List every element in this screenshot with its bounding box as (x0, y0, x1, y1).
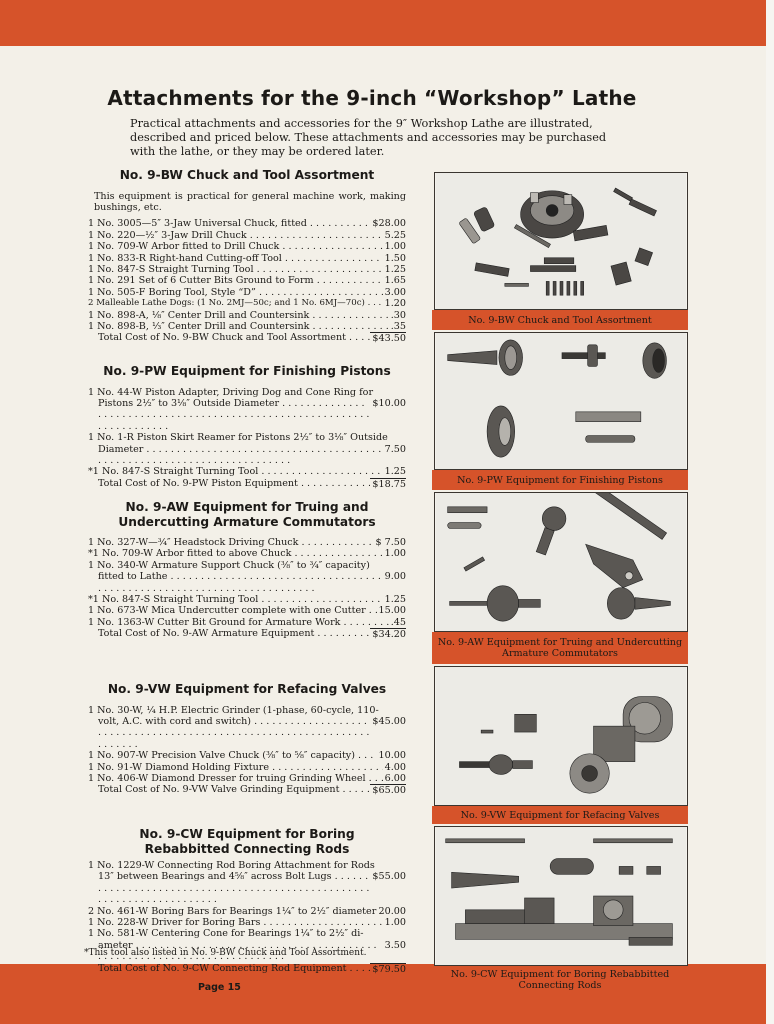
caption-9cw: No. 9-CW Equipment for Boring Rebabbitted Connecting Rods (450, 969, 670, 991)
page-number: Page 15 (198, 982, 241, 993)
price-line-head: 1 No. 1229-W Connecting Rod Boring Attachment for Rods (88, 860, 375, 871)
photo-9cw-connecting-rods (434, 826, 688, 966)
connecting-rod-equipment-illustration (435, 827, 687, 965)
price-line: 2 No. 461-W Boring Bars for Bearings 1¼″ to 2½″ diameter . . . 20.00 (88, 906, 406, 917)
caption-9pw: No. 9-PW Equipment for Finishing Pistons (432, 470, 688, 490)
price-line-head: 1 No. 30-W, ¼ H.P. Electric Grinder (1-phase, 60-cycle, 110- (88, 704, 379, 716)
price-line: Pistons 2½″ to 3⅛″ Outside Diameter . . . $10.00 (88, 398, 406, 432)
price-line: 1 No. 228-W Driver for Boring Bars . . . 1.00 (88, 917, 406, 928)
caption-9aw: No. 9-AW Equipment for Truing and Undercutting Armature Commutators (432, 632, 688, 664)
price-line-head: 1 No. 340-W Armature Support Chuck (⅜″ to ¾″ capacity) (88, 559, 370, 571)
total-line: Total Cost of No. 9-AW Armature Equipment . . . $34.20 (88, 628, 406, 640)
price-line: 1 No. 327-W—¾″ Headstock Driving Chuck . . . $ 7.50 (88, 537, 406, 548)
price-line-head: 1 No. 44-W Piston Adapter, Driving Dog and Cone Ring for (88, 386, 374, 398)
valve-equipment-illustration (435, 667, 687, 805)
chuck-and-tools-illustration (435, 173, 687, 309)
price-line: *1 No. 847-S Straight Turning Tool . . . 1.25 (88, 594, 406, 605)
section-9pw (88, 364, 406, 490)
price-line: 2 Malleable Lathe Dogs: (1 No. 2MJ—50c; and 1 No. 6MJ—70c) . . . 1.20 (88, 298, 406, 309)
top-color-band (0, 0, 774, 48)
price-line: 1 No. 847-S Straight Turning Tool . . . 1.25 (88, 264, 406, 275)
price-line: Diameter . . . 7.50 (88, 444, 406, 467)
section-description: This equipment is practical for general machine work, making bushings, etc. (94, 190, 406, 213)
total-line: Total Cost of No. 9-CW Connecting Rod Equipment . . . $79.50 (88, 963, 406, 975)
section-heading: No. 9-AW Equipment for Truing and Undercutting Armature Commutators (118, 500, 376, 529)
piston-equipment-illustration (435, 333, 687, 469)
price-line: 1 No. 406-W Diamond Dresser for truing Grinding Wheel . . . 6.00 (88, 773, 406, 784)
caption-9vw: No. 9-VW Equipment for Refacing Valves (432, 806, 688, 824)
photo-9bw-assortment (434, 172, 688, 310)
price-line: volt, A.C. with cord and switch) . . . $45.00 (88, 716, 406, 750)
price-line: 1 No. 505-F Boring Tool, Style “D” . . . 3.00 (88, 287, 406, 298)
price-line: 1 No. 709-W Arbor fitted to Drill Chuck . . . 1.00 (88, 241, 406, 252)
section-9vw (88, 682, 406, 797)
price-line-head: 1 No. 581-W Centering Cone for Bearings 1¼″ to 2½″ di- (88, 928, 364, 940)
total-line: Total Cost of No. 9-PW Piston Equipment . . . $18.75 (88, 478, 406, 490)
armature-equipment-illustration (435, 493, 687, 631)
photo-9aw-armature (434, 492, 688, 632)
price-line: 13″ between Bearings and 4⅝″ across Bolt Lugs . . . $55.00 (88, 871, 406, 905)
price-line: ameter . . . 3.50 (88, 940, 406, 963)
price-line: 1 No. 833-R Right-hand Cutting-off Tool . . . 1.50 (88, 253, 406, 264)
section-heading: No. 9-VW Equipment for Refacing Valves (107, 682, 387, 696)
caption-9bw: No. 9-BW Chuck and Tool Assortment (432, 310, 688, 330)
price-line: 1 No. 291 Set of 6 Cutter Bits Ground to Form . . . 1.65 (88, 275, 406, 286)
photo-9pw-pistons (434, 332, 688, 470)
photo-9vw-valves (434, 666, 688, 806)
footnote: *This tool also listed in No. 9-BW Chuck and Tool Assortment. (84, 948, 367, 958)
price-line: 1 No. 898-A, ⅛″ Center Drill and Countersink . . . .30 (88, 310, 406, 321)
price-line: 1 No. 91-W Diamond Holding Fixture . . . 4.00 (88, 762, 406, 773)
section-heading: No. 9-PW Equipment for Finishing Pistons (103, 364, 391, 378)
section-heading: No. 9-BW Chuck and Tool Assortment (119, 168, 375, 182)
intro-paragraph: Practical attachments and accessories for the 9″ Workshop Lathe are illustrated, described and priced below. These attachments and accessories may be purchased with the lathe, or they may be ordered later. (130, 117, 607, 158)
price-line: fitted to Lathe . . . 9.00 (88, 571, 406, 594)
total-line: Total Cost of No. 9-BW Chuck and Tool Assortment . . . $43.50 (88, 332, 406, 344)
price-line: 1 No. 1363-W Cutter Bit Ground for Armature Work . . . .45 (88, 617, 406, 628)
price-line: 1 No. 907-W Precision Valve Chuck (⅜″ to ⅝″ capacity) . . . 10.00 (88, 750, 406, 761)
price-line: 1 No. 898-B, ⅓″ Center Drill and Countersink . . . .35 (88, 321, 406, 332)
price-line: *1 No. 847-S Straight Turning Tool . . . 1.25 (88, 466, 406, 477)
price-line-head: 1 No. 1-R Piston Skirt Reamer for Pistons 2½″ to 3⅛″ Outside (88, 432, 388, 444)
page-title: Attachments for the 9-inch “Workshop” Lathe (107, 86, 637, 110)
section-heading: No. 9-CW Equipment for Boring Rebabbitted Connecting Rods (139, 827, 355, 856)
section-9aw (88, 500, 406, 641)
section-9bw (88, 168, 406, 345)
price-line: 1 No. 220—½″ 3-Jaw Drill Chuck . . . 5.25 (88, 230, 406, 241)
page-edge (766, 0, 774, 1024)
total-line: Total Cost of No. 9-VW Valve Grinding Equipment . . . $65.00 (88, 784, 406, 796)
price-line: 1 No. 673-W Mica Undercutter complete with one Cutter . . . 15.00 (88, 605, 406, 616)
price-line: *1 No. 709-W Arbor fitted to above Chuck . . . 1.00 (88, 548, 406, 559)
price-line: 1 No. 3005—5″ 3-Jaw Universal Chuck, fitted . . . $28.00 (88, 218, 406, 229)
